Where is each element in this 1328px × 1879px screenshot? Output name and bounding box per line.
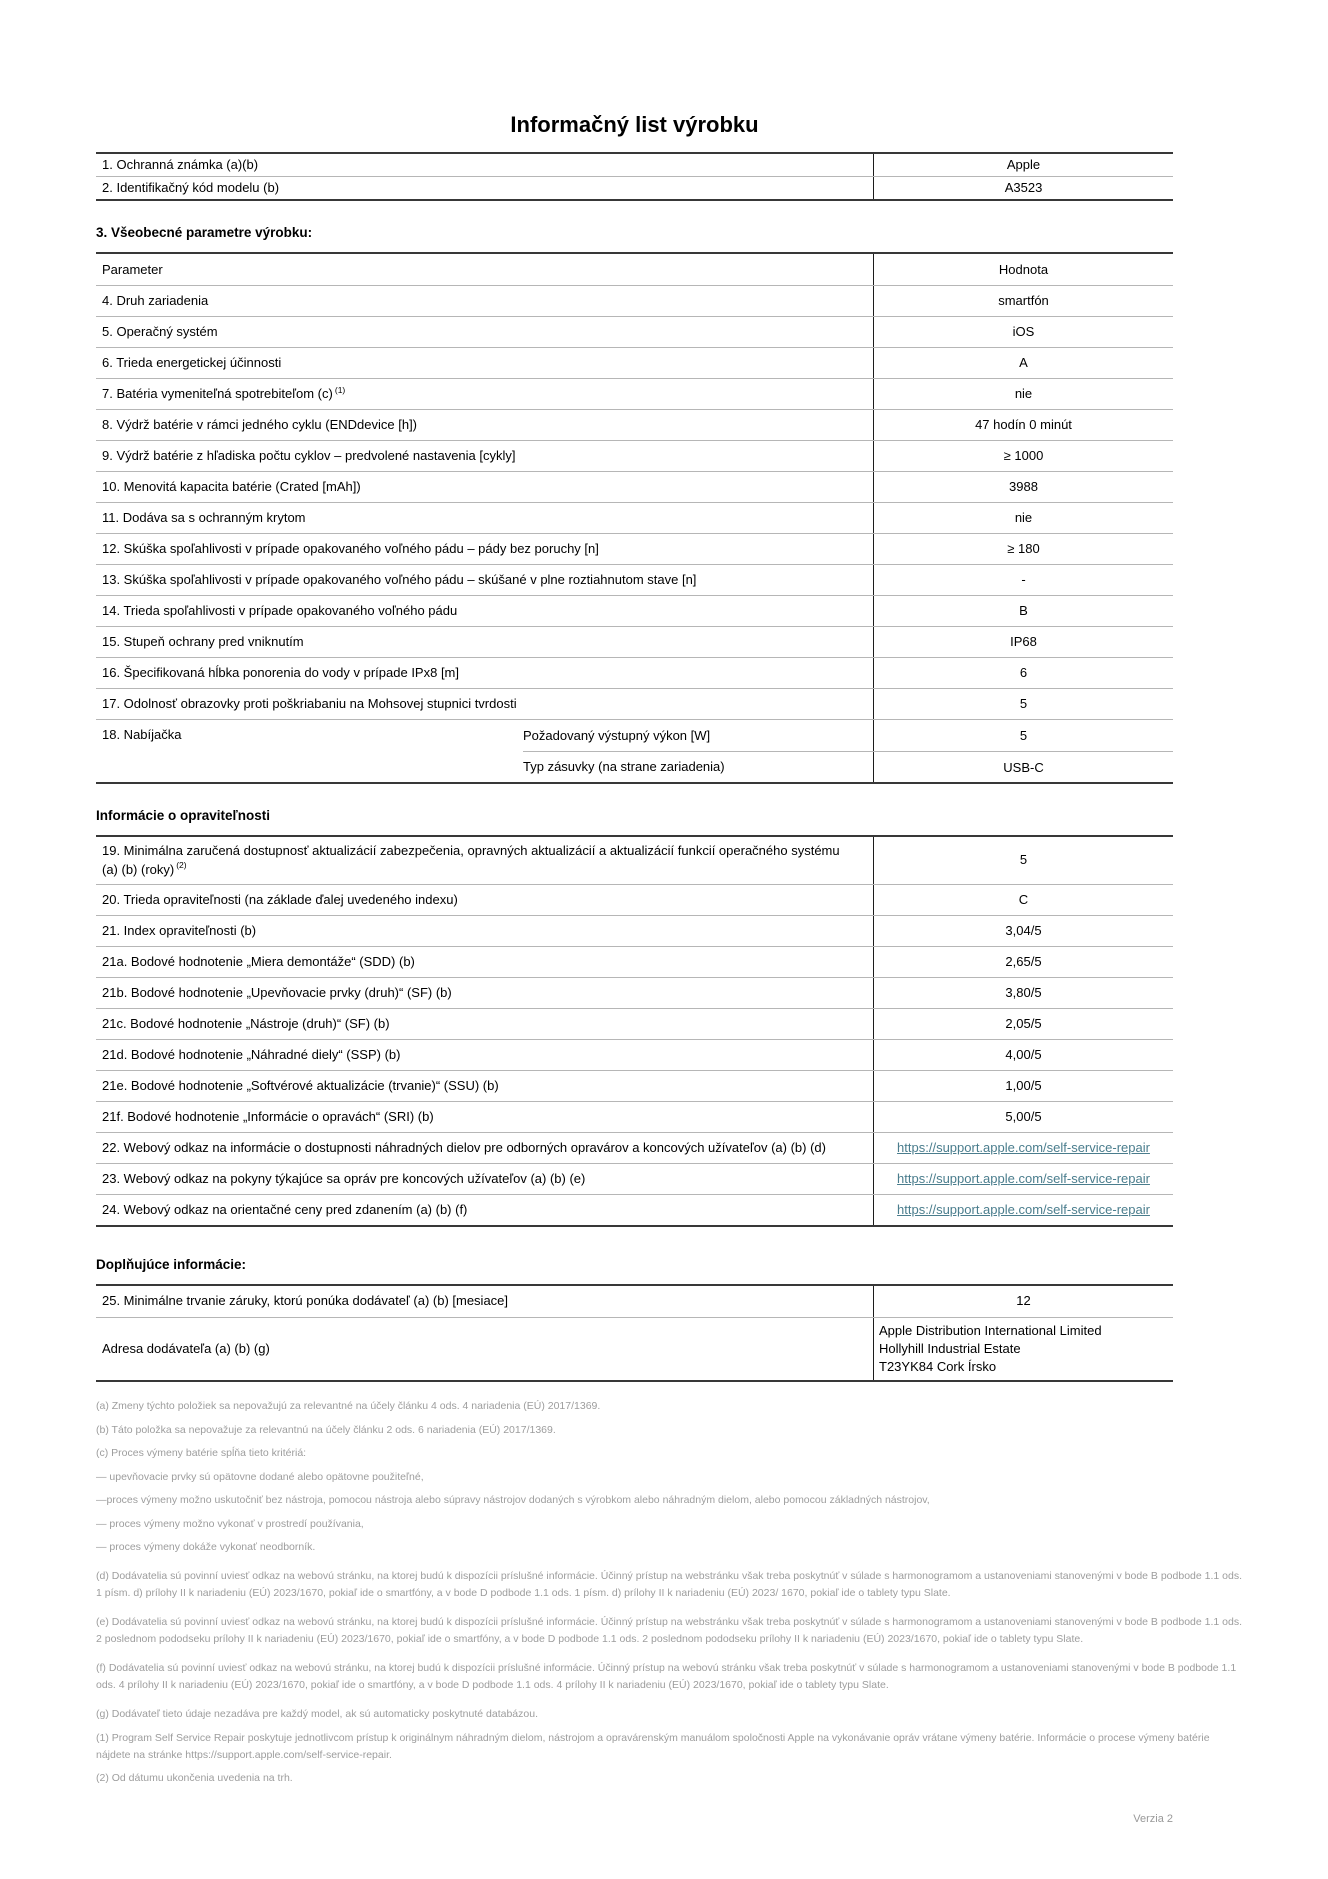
row-value: ≥ 180 <box>873 534 1173 564</box>
table-row <box>96 1317 1173 1381</box>
footnote-line: (g) Dodávateľ tieto údaje nezadáva pre každý model, ak sú automaticky poskytnuté databázou. <box>96 1708 538 1721</box>
table-row <box>96 1163 1173 1194</box>
table-row <box>96 471 1173 502</box>
row-label: 8. Výdrž batérie v rámci jedného cyklu (ENDdevice [h]) <box>102 417 418 433</box>
footnote-line: — proces výmeny možno vykonať v prostredí používania, <box>96 1517 364 1530</box>
row-value: IP68 <box>873 627 1173 657</box>
section-repairability-heading: Informácie o opraviteľnosti <box>96 808 270 824</box>
footnote-superscript: (2) <box>176 860 187 871</box>
address-line: T23YK84 Cork Írsko <box>879 1359 997 1375</box>
row-label: 11. Dodáva sa s ochranným krytom <box>102 510 306 526</box>
footnote-line: (d) Dodávatelia sú povinní uviesť odkaz na webovú stránku, na ktorej budú k dispozícii príslušné informácie. Účinný prístup na webstránku však treba poskytnúť v súlade s harmonogramom a ustanoveniami stanovenými v bode B podbode 1.1 ods. 1 písm. d) prílohy II k nariadeniu (EÚ) 2023/1670, pokiaľ ide o smartfóny, a v bode D podbode 1.1 ods. 1 písm. d) prílohy II k nariadeniu (EÚ) 2023/ 1670, pokiaľ ide o tablety typu Slate. <box>96 1570 1242 1600</box>
subrow-value: USB-C <box>873 752 1173 782</box>
footnote-line: (2) Od dátumu ukončenia uvedenia na trh. <box>96 1772 293 1785</box>
table-row <box>96 285 1173 316</box>
row-label: 23. Webový odkaz na pokyny týkajúce sa opráv pre koncových užívateľov (a) (b) (e) <box>102 1170 586 1186</box>
footnote-line: — upevňovacie prvky sú opätovne dodané alebo opätovne použiteľné, <box>96 1470 424 1483</box>
table-row <box>96 657 1173 688</box>
row-label: 21b. Bodové hodnotenie „Upevňovacie prvky (druh)“ (SF) (b) <box>102 984 452 1000</box>
charger-subrow <box>523 751 1173 782</box>
row-label: Adresa dodávateľa (a) (b) (g) <box>102 1340 270 1356</box>
table-row <box>96 837 1173 883</box>
footnote-line: (f) Dodávatelia sú povinní uviesť odkaz na webovú stránku, na ktorej budú k dispozícii príslušné informácie. Účinný prístup na webovú stránku však treba poskytnúť v súlade s harmonogramom a ustanoveniami stanovenými v bode B podbode 1.1 ods. 4 prílohy II k nariadeniu (EÚ) 2023/1670, pokiaľ ide o smartfóny, a v bode D podbode 1.1 ods. 4 prílohy II k nariadeniu (EÚ) 2023/1670, pokiaľ ide o tablety typu Slate. <box>96 1662 1237 1692</box>
general-parameters-table <box>96 252 1173 784</box>
address-line: Apple Distribution International Limited <box>879 1322 1102 1338</box>
row-value: 3,04/5 <box>873 916 1173 946</box>
table-row <box>96 1039 1173 1070</box>
row-value: Hodnota <box>873 254 1173 285</box>
table-row <box>96 378 1173 409</box>
table-row <box>96 533 1173 564</box>
support-repair-link[interactable]: https://support.apple.com/self-service-repair <box>897 1170 1150 1186</box>
row-label: 21e. Bodové hodnotenie „Softvérové aktualizácie (trvanie)“ (SSU) (b) <box>102 1077 499 1093</box>
row-label: 4. Druh zariadenia <box>102 293 209 309</box>
row-value: nie <box>873 503 1173 533</box>
table-row <box>96 1286 1173 1317</box>
row-value: C <box>873 885 1173 915</box>
identity-table <box>96 152 1173 201</box>
row-label: 12. Skúška spoľahlivosti v prípade opakovaného voľného pádu – pády bez poruchy [n] <box>102 541 599 557</box>
subrow-label: Typ zásuvky (na strane zariadenia) <box>523 759 725 775</box>
row-value: - <box>873 565 1173 595</box>
row-label: 7. Batéria vymeniteľná spotrebiteľom (c) $^{(1)}$ <box>102 384 346 402</box>
row-value: smartfón <box>873 286 1173 316</box>
row-value <box>873 1164 1173 1194</box>
row-label: 21c. Bodové hodnotenie „Nástroje (druh)“ (SF) (b) <box>102 1015 390 1031</box>
table-row <box>96 502 1173 533</box>
row-label: 16. Špecifikovaná hĺbka ponorenia do vody v prípade IPx8 [m] <box>102 665 459 681</box>
row-label: 10. Menovitá kapacita batérie (Crated [mAh]) <box>102 479 361 495</box>
supplier-address-value <box>873 1318 1173 1381</box>
row-label: 17. Odolnosť obrazovky proti poškriabaniu na Mohsovej stupnici tvrdosti <box>102 696 517 712</box>
charger-row <box>96 719 1173 782</box>
subrow-label: Požadovaný výstupný výkon [W] <box>523 727 711 743</box>
footnote-line: (e) Dodávatelia sú povinní uviesť odkaz na webovú stránku, na ktorej budú k dispozícii príslušné informácie. Účinný prístup na webstránku však treba poskytnúť v súlade s harmonogramom a ustanoveniami stanovenými v bode B podbode 1.1 ods. 2 poslednom pododseku prílohy II k nariadeniu (EÚ) 2023/1670, pokiaľ ide o smartfóny, a v bode D podbode 1.1 ods. 2 poslednom pododseku prílohy II k nariadeniu (EÚ) 2023/1670, pokiaľ ide o tablety typu Slate. <box>96 1616 1242 1646</box>
row-value: 1,00/5 <box>873 1071 1173 1101</box>
table-row <box>96 409 1173 440</box>
table-row <box>96 1132 1173 1163</box>
row-value: ≥ 1000 <box>873 441 1173 471</box>
row-value: 4,00/5 <box>873 1040 1173 1070</box>
row-value: 47 hodín 0 minút <box>873 410 1173 440</box>
row-value: A3523 <box>873 177 1173 199</box>
table-row <box>96 564 1173 595</box>
table-row <box>96 977 1173 1008</box>
charger-subrow <box>523 720 1173 751</box>
row-value: B <box>873 596 1173 626</box>
row-value: 3988 <box>873 472 1173 502</box>
row-value: 2,65/5 <box>873 947 1173 977</box>
table-row <box>96 1194 1173 1225</box>
row-label: 21a. Bodové hodnotenie „Miera demontáže“ (SDD) (b) <box>102 953 415 969</box>
table-row <box>96 154 1173 176</box>
row-value <box>873 1195 1173 1225</box>
support-repair-link[interactable]: https://support.apple.com/self-service-repair <box>897 1139 1150 1155</box>
row-label: 21. Index opraviteľnosti (b) <box>102 922 257 938</box>
row-label: 22. Webový odkaz na informácie o dostupnosti náhradných dielov pre odborných opravárov a koncových užívateľov (a) (b) (d) <box>102 1139 826 1155</box>
table-row <box>96 176 1173 199</box>
row-value: A <box>873 348 1173 378</box>
footnote-line: —proces výmeny možno uskutočniť bez nástroja, pomocou nástroja alebo súpravy nástrojov dodaných s výrobkom alebo náhradným dielom, alebo pomocou základných nástrojov, <box>96 1494 930 1507</box>
row-label: 19. Minimálna zaručená dostupnosť aktualizácií zabezpečenia, opravných aktualizácií a aktualizácií funkcií operačného systému (a) (b) (roky) $^{(2)}$ <box>102 843 840 877</box>
row-label: 9. Výdrž batérie z hľadiska počtu cyklov – predvolené nastavenia [cykly] <box>102 448 516 464</box>
footnotes <box>96 1398 1242 1787</box>
table-row <box>96 1070 1173 1101</box>
row-value: 5,00/5 <box>873 1102 1173 1132</box>
table-row <box>96 688 1173 719</box>
section-additional-heading: Doplňujúce informácie: <box>96 1256 247 1272</box>
section-general-heading: 3. Všeobecné parametre výrobku: <box>96 225 313 241</box>
table-row <box>96 915 1173 946</box>
support-repair-link[interactable]: https://support.apple.com/self-service-repair <box>897 1201 1150 1217</box>
row-label: Parameter <box>102 261 163 277</box>
table-row <box>96 316 1173 347</box>
table-row <box>96 946 1173 977</box>
row-label: 6. Trieda energetickej účinnosti <box>102 355 282 371</box>
table-row <box>96 595 1173 626</box>
table-row <box>96 1101 1173 1132</box>
row-label: 24. Webový odkaz na orientačné ceny pred zdanením (a) (b) (f) <box>102 1201 468 1217</box>
table-header-row <box>96 254 1173 285</box>
row-label: 1. Ochranná známka (a)(b) <box>102 157 259 172</box>
repairability-table <box>96 835 1173 1226</box>
row-label: 2. Identifikačný kód modelu (b) <box>102 180 280 196</box>
row-label: 15. Stupeň ochrany pred vniknutím <box>102 634 304 650</box>
row-label: 13. Skúška spoľahlivosti v prípade opakovaného voľného pádu – skúšané v plne roztiahnutom stave [n] <box>102 572 697 588</box>
address-line: Hollyhill Industrial Estate <box>879 1340 1021 1356</box>
footnote-line: (b) Táto položka sa nepovažuje za relevantnú na účely článku 2 ods. 6 nariadenia (EÚ) 2017/1369. <box>96 1423 556 1436</box>
version-label: Verzia 2 <box>1133 1813 1173 1826</box>
row-value: nie <box>873 379 1173 409</box>
page-title: Informačný list výrobku <box>510 112 759 137</box>
row-value: 6 <box>873 658 1173 688</box>
footnote-line: (a) Zmeny týchto položiek sa nepovažujú za relevantné na účely článku 4 ods. 4 nariadenia (EÚ) 2017/1369. <box>96 1400 601 1413</box>
row-label: 20. Trieda opraviteľnosti (na základe ďalej uvedeného indexu) <box>102 891 458 907</box>
charger-subtable <box>523 720 1173 782</box>
table-row <box>96 1008 1173 1039</box>
row-value: 12 <box>873 1286 1173 1317</box>
additional-info-table <box>96 1284 1173 1383</box>
row-label: 21d. Bodové hodnotenie „Náhradné diely“ (SSP) (b) <box>102 1046 401 1062</box>
row-label: 21f. Bodové hodnotenie „Informácie o opravách“ (SRI) (b) <box>102 1108 434 1124</box>
footnote-line: (c) Proces výmeny batérie spĺňa tieto kritériá: <box>96 1447 307 1460</box>
table-row <box>96 440 1173 471</box>
row-value <box>873 1133 1173 1163</box>
row-label: 14. Trieda spoľahlivosti v prípade opakovaného voľného pádu <box>102 603 458 619</box>
footnote-line: — proces výmeny dokáže vykonať neodborník. <box>96 1541 316 1554</box>
row-value: 5 <box>873 689 1173 719</box>
table-row <box>96 347 1173 378</box>
footnote-superscript: (1) <box>334 384 346 395</box>
table-row <box>96 884 1173 915</box>
row-value: iOS <box>873 317 1173 347</box>
footnote-line: (1) Program Self Service Repair poskytuje jednotlivcom prístup k originálnym náhradným dielom, nástrojom a opravárenským manuálom spoločnosti Apple na vykonávanie opráv vrátane výmeny batérie. Informácie o procese výmeny batérie nájdete na stránke https://support.apple.com/self-service-repair. <box>96 1731 1210 1761</box>
row-value: 2,05/5 <box>873 1009 1173 1039</box>
row-value: Apple <box>873 154 1173 176</box>
row-value: 5 <box>873 837 1173 883</box>
table-row <box>96 626 1173 657</box>
row-label: 25. Minimálne trvanie záruky, ktorú ponúka dodávateľ (a) (b) [mesiace] <box>102 1293 509 1309</box>
row-label: 5. Operačný systém <box>102 324 218 340</box>
subrow-value: 5 <box>873 720 1173 751</box>
charger-label: 18. Nabíjačka <box>102 727 182 743</box>
row-value: 3,80/5 <box>873 978 1173 1008</box>
